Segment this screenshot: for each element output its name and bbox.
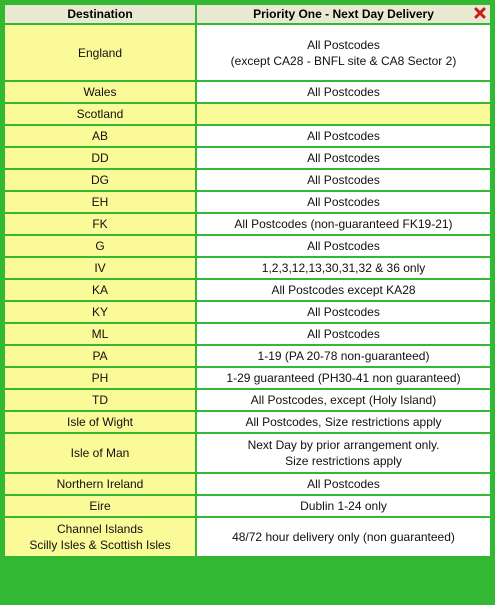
table-header-row [5,5,490,23]
delivery-cell [197,280,490,300]
close-icon[interactable] [474,7,486,19]
table-row [5,434,490,472]
destination-label: DG [91,173,109,187]
destination-label: PH [91,371,109,385]
destination-label: Wales [83,85,117,99]
destination-cell [5,474,195,494]
table-row [5,368,490,388]
destination-label: England [77,45,123,60]
delivery-cell [197,170,490,190]
delivery-cell [197,390,490,410]
destination-header: Destination [5,5,195,23]
destination-cell [5,236,195,256]
destination-label: KA [91,283,108,297]
table-row [5,496,490,516]
table-row [5,412,490,432]
destination-label: TD [92,393,108,407]
delivery-cell [197,496,490,516]
destination-cell [5,412,195,432]
delivery-text: (except CA28 - BNFL site & CA8 Sector 2) [230,53,457,68]
table-row [5,214,490,234]
delivery-text: All Postcodes, except (Holy Island) [250,393,437,407]
delivery-text: All Postcodes [307,327,380,341]
destination-label: Scilly Isles & Scottish Isles [29,538,171,552]
destination-label: Scotland [76,107,124,121]
table-body [5,25,490,556]
table-row [5,302,490,322]
delivery-cell [197,25,490,80]
delivery-cell [197,324,490,344]
delivery-text: All Postcodes [307,85,380,99]
priority-header [197,5,490,23]
destination-cell [5,214,195,234]
priority-header-label: Priority One - Next Day Delivery [253,7,434,21]
delivery-text: 1-19 (PA 20-78 non-guaranteed) [257,349,430,363]
table-row [5,148,490,168]
delivery-cell [197,236,490,256]
destination-label: DD [91,151,109,165]
table-row [5,390,490,410]
table-row [5,518,490,556]
table-row [5,170,490,190]
delivery-text: All Postcodes [307,239,380,253]
destination-label: Isle of Wight [66,415,134,429]
delivery-cell [197,82,490,102]
destination-cell [5,280,195,300]
destination-cell [5,104,195,124]
delivery-cell [197,518,490,556]
destination-cell [5,82,195,102]
delivery-text: Size restrictions apply [285,454,402,468]
destination-label: IV [94,261,106,275]
delivery-cell [197,126,490,146]
delivery-cell [197,368,490,388]
delivery-text: All Postcodes [307,37,380,52]
table-row [5,126,490,146]
delivery-text: 48/72 hour delivery only (non guaranteed) [232,530,455,544]
delivery-text: All Postcodes [307,477,380,491]
destination-label: Channel Islands [56,522,144,536]
destination-label: Isle of Man [70,446,130,460]
destination-cell [5,496,195,516]
destination-label: PA [92,349,108,363]
destination-cell [5,258,195,278]
destination-cell [5,302,195,322]
delivery-cell [197,302,490,322]
delivery-cell [197,412,490,432]
destination-cell [5,192,195,212]
delivery-text: 1-29 guaranteed (PH30-41 non guaranteed) [226,371,461,385]
table-row [5,474,490,494]
destination-label: FK [92,217,108,231]
delivery-text: All Postcodes [307,129,380,143]
destination-label: ML [91,327,109,341]
delivery-cell [197,258,490,278]
delivery-table [3,3,492,558]
delivery-text: All Postcodes, Size restrictions apply [245,415,442,429]
delivery-text: All Postcodes [307,195,380,209]
destination-label: Eire [89,499,111,513]
destination-label: EH [91,195,109,209]
delivery-text: Dublin 1-24 only [300,499,387,513]
table-row [5,104,490,124]
delivery-text: Next Day by prior arrangement only. [247,438,440,452]
destination-cell [5,368,195,388]
delivery-text: All Postcodes except KA28 [271,283,416,297]
delivery-cell [197,214,490,234]
destination-cell [5,126,195,146]
table-row [5,236,490,256]
delivery-text: All Postcodes (non-guaranteed FK19-21) [234,217,453,231]
destination-label: AB [91,129,108,143]
destination-cell [5,434,195,472]
delivery-cell [197,192,490,212]
destination-label: KY [91,305,108,319]
delivery-cell [197,434,490,472]
delivery-cell [197,104,490,124]
table-row [5,346,490,366]
delivery-cell [197,148,490,168]
destination-cell [5,170,195,190]
delivery-text: All Postcodes [307,151,380,165]
destination-cell [5,148,195,168]
destination-cell [5,25,195,80]
destination-label: G [95,239,105,253]
delivery-cell [197,346,490,366]
destination-cell [5,518,195,556]
destination-cell [5,346,195,366]
delivery-cell [197,474,490,494]
table-row [5,82,490,102]
table-row [5,280,490,300]
table-row [5,192,490,212]
delivery-text: All Postcodes [307,305,380,319]
table-row [5,324,490,344]
table-row [5,258,490,278]
destination-cell [5,390,195,410]
delivery-text: 1,2,3,12,13,30,31,32 & 36 only [261,261,426,275]
delivery-text: All Postcodes [307,173,380,187]
destination-label: Northern Ireland [56,477,144,491]
table-row [5,25,490,80]
destination-cell [5,324,195,344]
